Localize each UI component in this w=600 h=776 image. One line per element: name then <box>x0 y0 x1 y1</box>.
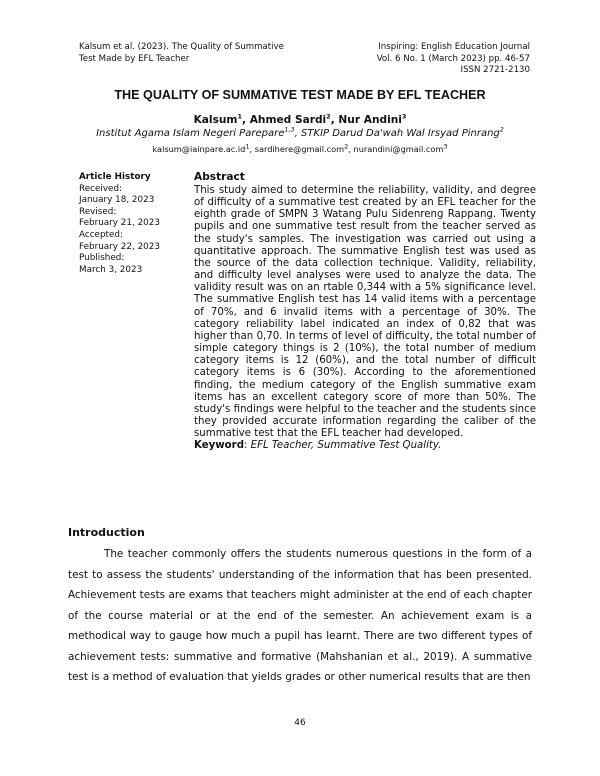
paper-title: THE QUALITY OF SUMMATIVE TEST MADE BY EFL TEACHER <box>114 88 486 102</box>
affiliations <box>0 125 600 139</box>
author-superscript: 3 <box>401 112 407 121</box>
abstract-section <box>194 171 536 452</box>
author-emails <box>0 144 600 154</box>
affiliation-1: Institut Agama Islam Negeri Parepare <box>96 128 285 139</box>
author-separator: , <box>330 114 339 126</box>
article-history-title: Article History <box>79 172 151 182</box>
received-date: January 18, 2023 <box>79 195 155 206</box>
affiliation-2: , STKIP Darud Da'wah Wal Irsyad Pinrang <box>294 128 500 139</box>
author-name: Ahmed Sardi <box>249 114 327 126</box>
email-1: kalsum@iainpare.ac.id <box>152 144 246 154</box>
abstract-heading: Abstract <box>194 171 245 183</box>
article-history <box>79 172 189 276</box>
introduction-heading: Introduction <box>68 526 145 539</box>
email-3: , nurandini@gmail.com <box>348 144 444 154</box>
affiliation-2-superscript: 2 <box>499 125 504 134</box>
email-2: , sardihere@gmail.com <box>249 144 345 154</box>
author-superscript: 1 <box>237 112 242 121</box>
author-name: Nur Andini <box>338 114 402 126</box>
email-1-superscript: 1 <box>245 142 250 151</box>
email-3-superscript: 3 <box>443 142 448 151</box>
author-list <box>0 114 600 126</box>
header-short-title: Test Made by EFL Teacher <box>79 53 190 64</box>
header-citation: Kalsum et al. (2023). The Quality of Summative <box>79 42 284 52</box>
keyword-label: Keyword <box>194 440 244 452</box>
running-header-right <box>377 42 530 77</box>
author-superscript: 2 <box>326 112 331 121</box>
running-header-left <box>79 42 284 65</box>
accepted-label: Accepted: <box>79 229 123 240</box>
affiliation-1-superscript: 1,3 <box>284 125 295 134</box>
author-name: Kalsum <box>193 114 238 126</box>
revised-date: February 21, 2023 <box>79 218 160 229</box>
introduction-body: The teacher commonly offers the students numerous questions in the form of a test to assess the students' understanding of the information that has been presented. Achievement tests are exams that teachers might administer at the end of each chapter of the course material or at the end of the semester. An achievement exam is a methodical way to gauge how much a pupil has learnt. There are two different types of achievement tests: summative and formative (Mahshanian et al., 2019). A summative test is a method of evaluation that yields grades or other numerical results that are then <box>68 548 532 683</box>
abstract-body: This study aimed to determine the reliability, validity, and degree of difficulty of a summative test created by an EFL teacher for the eighth grade of SMPN 3 Watang Pulu Sidenreng Rappang. Twenty pupils and one summative test result from the teacher served as the study's samples. The investigation was carried out using a quantitative approach. The summative English test was used as the source of the data collection technique. Validity, reliability, and difficulty level analyses were used to analyze the data. The validity result was on an rtable 0,344 with a 5% significance level. The summative English test has 14 valid items with a percentage of 70%, and 6 invalid items with a percentage of 30%. The category reliability label indicated an index of 0,82 that was higher than 0,70. In terms of level of difficulty, the total number of simple category things is 2 (10%), the total number of medium category items is 12 (60%), and the total number of difficult category items is 6 (30%). According to the aforementioned finding, the medium category of the English summative exam items has an excellent category score of more than 50%. The study's findings were helpful to the teacher and the students since they provided accurate information regarding the caliber of the summative test that the EFL teacher had developed. <box>194 185 536 440</box>
email-2-superscript: 2 <box>344 142 349 151</box>
keyword-separator: : <box>244 440 251 452</box>
accepted-date: February 22, 2023 <box>79 241 160 252</box>
journal-name: Inspiring: English Education Journal <box>378 42 530 52</box>
published-date: March 3, 2023 <box>79 264 143 275</box>
keyword-values: EFL Teacher, Summative Test Quality. <box>250 440 442 452</box>
page-number: 46 <box>294 718 306 728</box>
author-separator: , <box>242 114 250 126</box>
revised-label: Revised: <box>79 206 117 217</box>
received-label: Received: <box>79 183 122 194</box>
journal-volume: Vol. 6 No. 1 (March 2023) pp. 46-57 <box>376 53 530 64</box>
published-label: Published: <box>79 253 125 264</box>
keywords-line <box>194 440 536 452</box>
journal-issn: ISSN 2721-2130 <box>460 65 530 75</box>
